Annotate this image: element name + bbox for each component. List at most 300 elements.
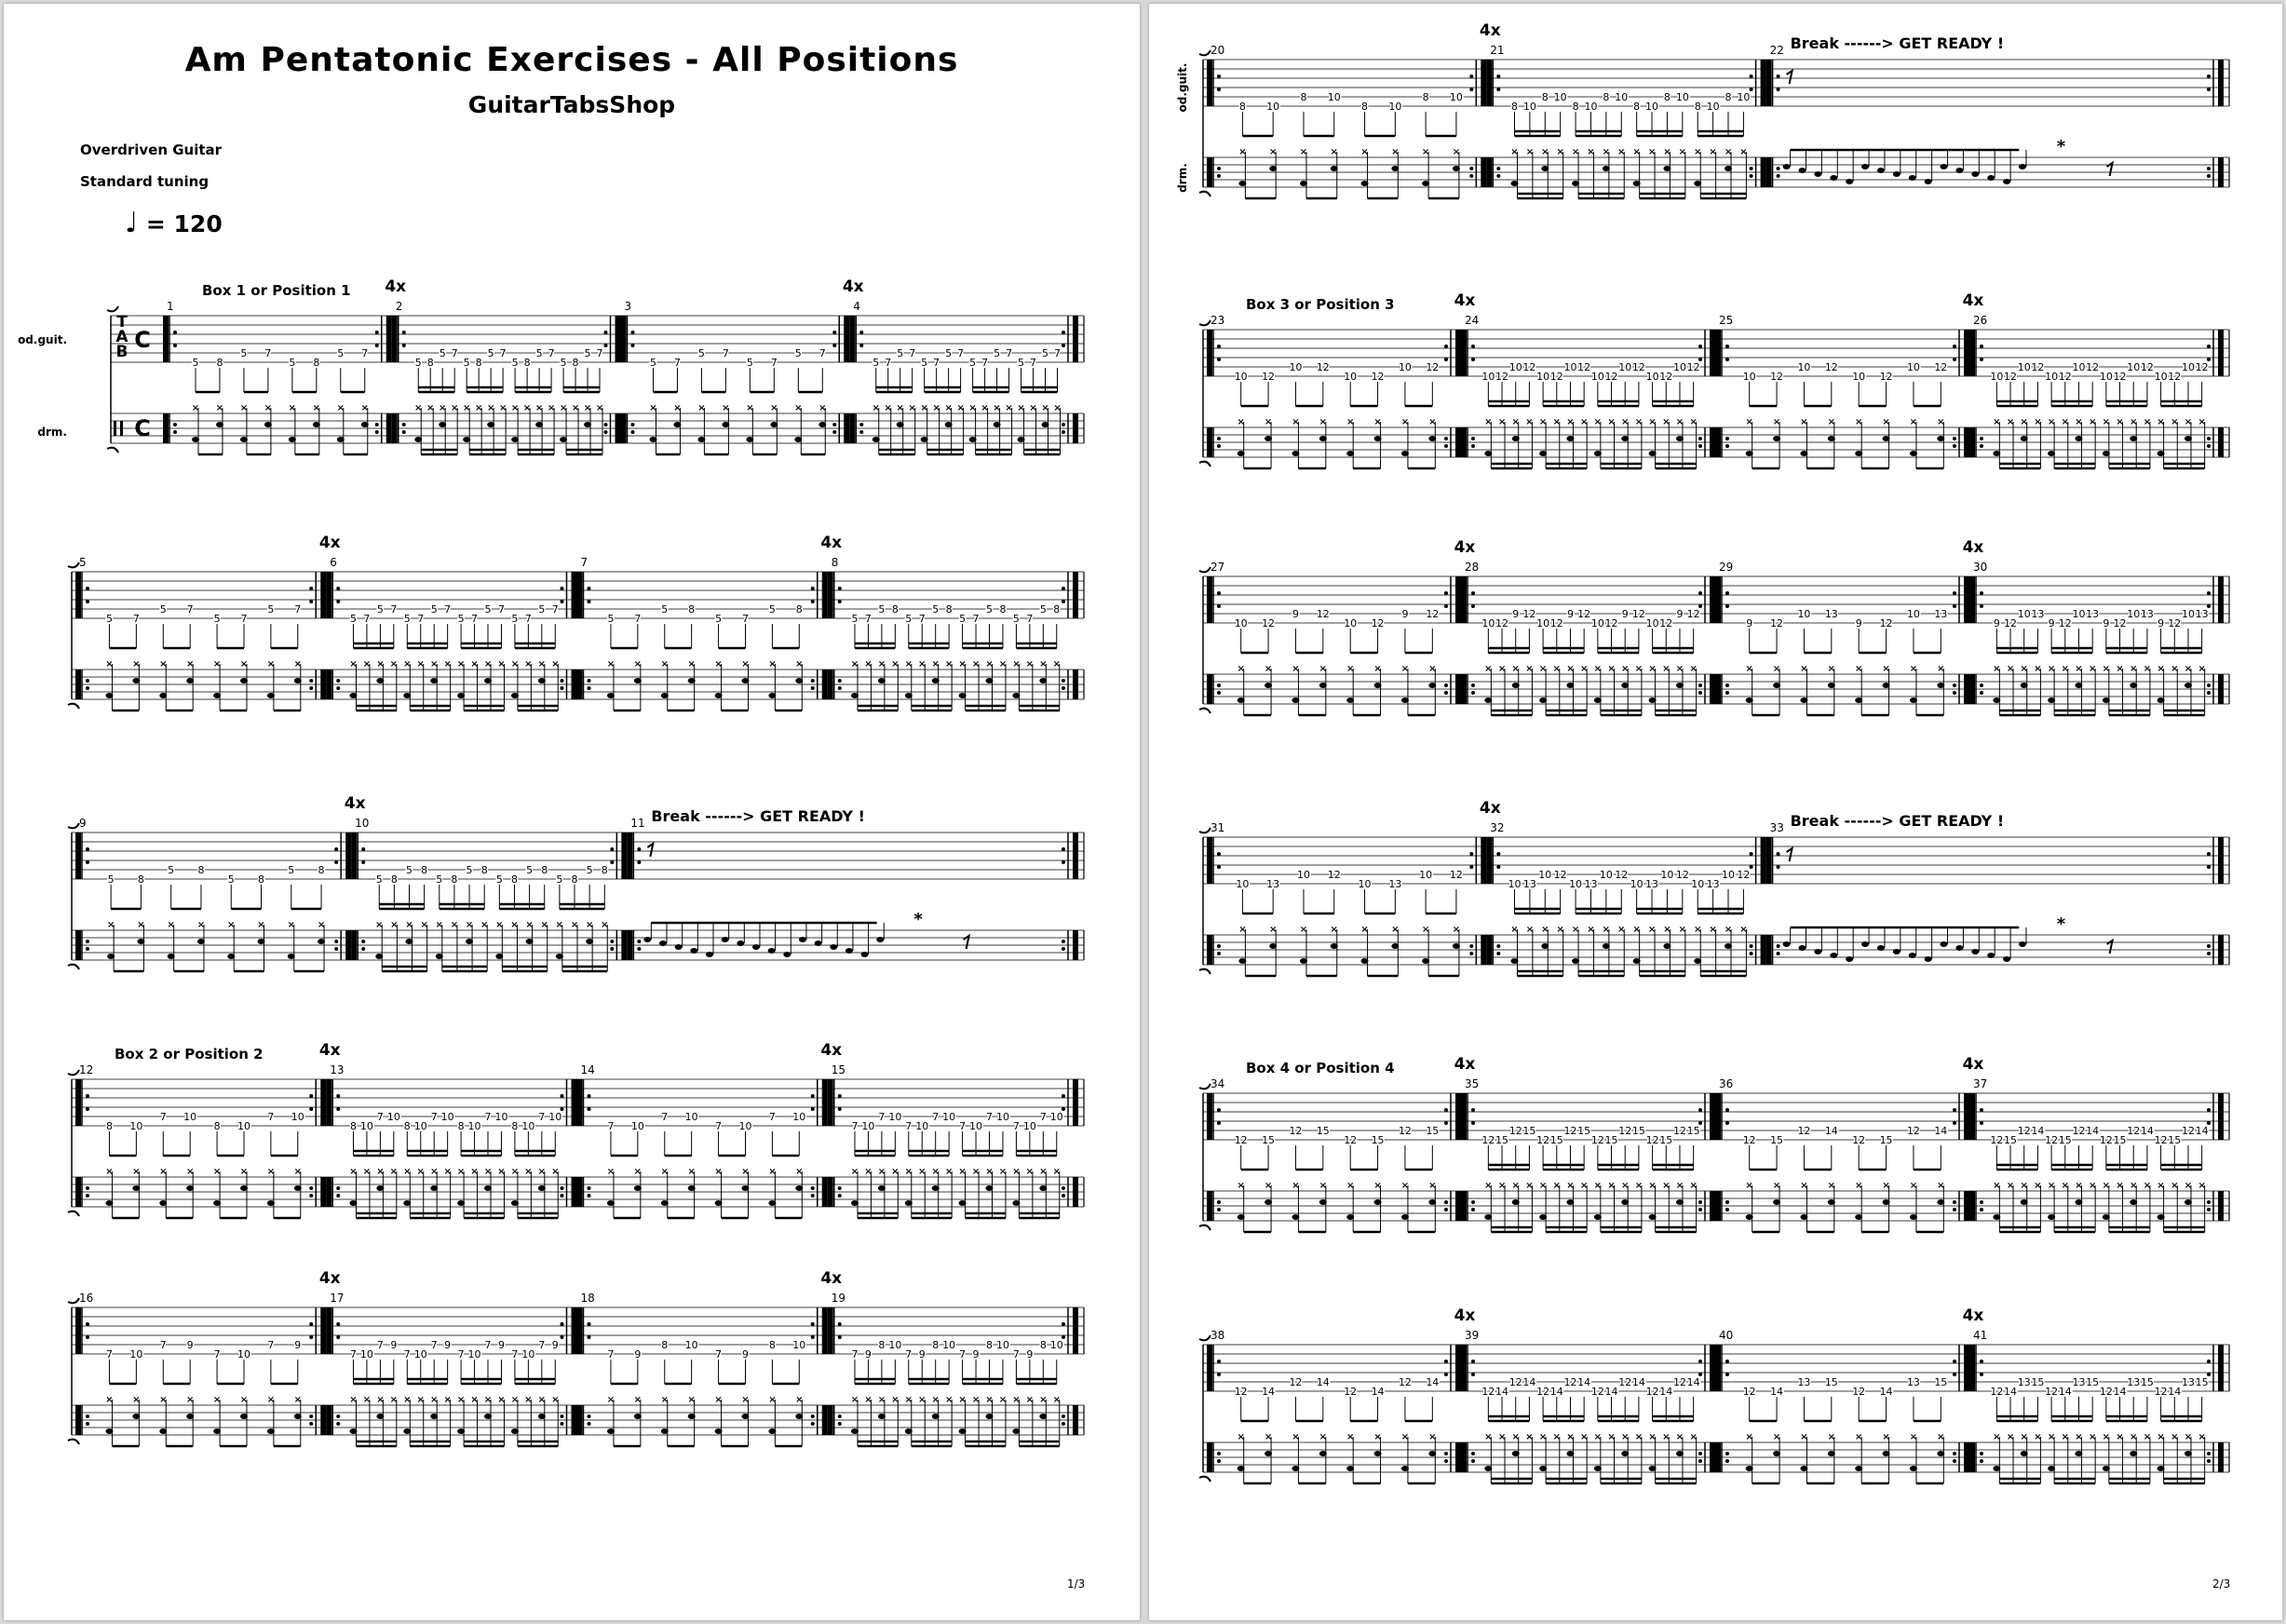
fret-number: 12	[1449, 869, 1463, 881]
repeat-dot	[336, 1194, 340, 1198]
repeat-dot	[1217, 444, 1221, 448]
hihat-note: ×	[375, 920, 384, 930]
repeat-thick-barline	[326, 670, 331, 699]
fret-number: 10	[1563, 361, 1577, 373]
hihat-note: ×	[1005, 403, 1013, 413]
repeat-dot	[832, 430, 836, 434]
repeat-dot	[361, 940, 365, 943]
hihat-note: ×	[1772, 1432, 1781, 1442]
hihat-note: ×	[196, 920, 206, 930]
fret-number: 8	[571, 873, 578, 886]
repeat-dot	[1980, 691, 1983, 695]
hihat-note: ×	[585, 920, 594, 930]
repeat-thick-barline	[1969, 1442, 1975, 1472]
hihat-note: ×	[1012, 659, 1021, 670]
fret-number: 9	[972, 1348, 980, 1360]
repeat-dot	[309, 679, 313, 683]
hihat-note: ×	[1602, 147, 1611, 157]
repeat-thick-barline	[1461, 1345, 1467, 1391]
repeat-dot	[561, 686, 564, 690]
hihat-note: ×	[768, 659, 777, 670]
repeat-dot	[334, 860, 338, 864]
repeat-thick-barline	[75, 1405, 81, 1435]
measure-number: 39	[1465, 1329, 1480, 1342]
fret-number: 15	[2195, 1376, 2209, 1388]
hihat-note: ×	[483, 1395, 493, 1405]
hihat-note: ×	[1360, 925, 1369, 935]
hihat-note: ×	[105, 659, 114, 670]
hihat-note: ×	[795, 1395, 804, 1405]
hihat-note: ×	[191, 403, 200, 413]
hihat-note: ×	[1662, 1181, 1671, 1191]
instrument-name: Overdriven Guitar	[80, 142, 223, 158]
repeat-thick-barline	[1461, 1191, 1467, 1221]
hihat-note: ×	[931, 659, 940, 670]
fret-number: 15	[2113, 1134, 2127, 1146]
hihat-note: ×	[1541, 925, 1549, 935]
hihat-note: ×	[2130, 1181, 2138, 1191]
fret-number: 14	[2031, 1125, 2045, 1137]
hihat-note: ×	[2143, 1181, 2152, 1191]
measure-18	[577, 1292, 828, 1446]
fret-number: 10	[467, 1348, 481, 1360]
hihat-note: ×	[132, 659, 141, 670]
repeat-thick-barline	[386, 413, 392, 443]
repeat-thick-barline	[822, 572, 828, 618]
fret-number: 10	[1344, 371, 1358, 383]
fret-number: 8	[1238, 101, 1246, 113]
repeat-thick-barline	[1969, 330, 1975, 376]
fret-number: 12	[1549, 371, 1563, 383]
tempo-marking	[125, 207, 223, 239]
repeat-dot	[1698, 358, 1702, 361]
repeat-dot	[2207, 865, 2211, 869]
hihat-note: ×	[1012, 1167, 1021, 1177]
fret-number: 12	[1672, 1376, 1686, 1388]
fret-number: 10	[183, 1111, 197, 1123]
measure-16	[75, 1292, 326, 1446]
repeat-dot	[1496, 852, 1500, 856]
repeat-dot	[1471, 1108, 1475, 1112]
fret-number: 5	[851, 613, 859, 625]
hihat-note: ×	[1634, 1181, 1643, 1191]
fret-number: 7	[551, 603, 559, 616]
fret-number: 10	[1049, 1111, 1063, 1123]
hihat-note: ×	[293, 1167, 302, 1177]
repeat-dot	[631, 331, 635, 334]
fret-number: 12	[1675, 869, 1689, 881]
repeat-thick-barline	[1461, 427, 1467, 457]
repeat-thick-barline	[2218, 157, 2224, 187]
hihat-note: ×	[510, 1167, 520, 1177]
repeat-dot	[1471, 1121, 1475, 1125]
repeat-dot	[1953, 1459, 1956, 1463]
repeat-dot	[336, 1335, 340, 1339]
hihat-note: ×	[522, 403, 532, 413]
hihat-note: ×	[872, 403, 880, 413]
repeat-thick-barline	[1455, 1191, 1461, 1221]
repeat-dot	[1980, 591, 1983, 595]
hihat-note: ×	[2184, 664, 2193, 674]
repeat-dot	[1469, 944, 1473, 948]
hihat-note: ×	[1400, 664, 1410, 674]
repeat-thick-barline	[1710, 1345, 1715, 1391]
drum-track-label: drm.	[37, 426, 67, 439]
hihat-note: ×	[1237, 1181, 1245, 1191]
hihat-note: ×	[1745, 417, 1753, 427]
hihat-note: ×	[877, 659, 886, 670]
fret-number: 12	[2031, 361, 2045, 373]
fret-number: 10	[630, 1120, 644, 1132]
hihat-note: ×	[1052, 1395, 1061, 1405]
hihat-note: ×	[1587, 925, 1595, 935]
hihat-note: ×	[1602, 925, 1611, 935]
repeat-count: 4x	[820, 534, 843, 552]
hihat-note: ×	[2075, 1432, 2083, 1442]
staff-system	[55, 791, 1102, 995]
hihat-note: ×	[1621, 1432, 1630, 1442]
fret-number: 14	[1262, 1386, 1276, 1398]
hihat-note: ×	[2088, 664, 2097, 674]
hihat-note: ×	[794, 403, 803, 413]
hihat-note: ×	[993, 403, 1001, 413]
fret-number: 10	[291, 1111, 304, 1123]
hihat-note: ×	[1662, 1432, 1671, 1442]
hihat-note: ×	[998, 1167, 1008, 1177]
repeat-dot	[1062, 331, 1065, 334]
hihat-note: ×	[2157, 417, 2165, 427]
fret-number: 8	[1053, 603, 1061, 616]
repeat-dot	[1698, 604, 1702, 608]
hihat-note: ×	[818, 403, 827, 413]
hihat-note: ×	[159, 1395, 168, 1405]
fret-number: 9	[497, 1339, 505, 1351]
hihat-note: ×	[2198, 1432, 2206, 1442]
repeat-dot	[1469, 167, 1473, 170]
repeat-thick-barline	[1207, 1442, 1212, 1472]
hihat-note: ×	[1041, 403, 1049, 413]
tuning-label: Standard tuning	[80, 173, 210, 190]
hihat-note: ×	[456, 1395, 466, 1405]
repeat-thick-barline	[326, 1307, 331, 1354]
fret-number: 5	[213, 613, 221, 625]
repeat-thick-barline	[1486, 157, 1492, 187]
fret-number: 14	[2086, 1125, 2100, 1137]
fret-number: 12	[1549, 617, 1563, 629]
fret-number: 10	[1022, 1120, 1036, 1132]
repeat-dot	[1469, 74, 1473, 78]
repeat-thick-barline	[1969, 1191, 1975, 1221]
drum-note	[1814, 949, 1821, 954]
drum-note	[876, 937, 884, 942]
hihat-note: ×	[510, 403, 520, 413]
repeat-thick-barline	[1207, 576, 1212, 623]
repeat-dot	[1698, 1200, 1702, 1204]
fret-number: 7	[715, 1120, 723, 1132]
hihat-note: ×	[1689, 1432, 1698, 1442]
repeat-dot	[1062, 1322, 1065, 1326]
hihat-note: ×	[1617, 925, 1626, 935]
repeat-dot	[1471, 691, 1475, 695]
measure-13	[319, 1041, 577, 1218]
repeat-dot	[86, 600, 89, 603]
hihat-note: ×	[416, 1167, 425, 1177]
fret-number: 5	[794, 347, 802, 359]
hihat-note: ×	[559, 403, 568, 413]
fret-number: 7	[267, 1339, 275, 1351]
repeat-thick-barline	[1715, 1345, 1721, 1391]
hihat-note: ×	[746, 403, 754, 413]
fret-number: 15	[1879, 1134, 1893, 1146]
repeat-dot	[1217, 74, 1221, 78]
staff-system	[1186, 1303, 2248, 1508]
measure-25	[1715, 314, 1969, 468]
staff-system	[1186, 288, 2248, 493]
repeat-thick-barline	[1766, 60, 1772, 106]
hihat-note: ×	[971, 659, 981, 670]
repeat-dot	[2207, 437, 2211, 440]
fret-number: 10	[359, 1348, 373, 1360]
fret-number: 8	[480, 864, 488, 876]
repeat-dot	[561, 1422, 564, 1426]
fret-number: 8	[318, 864, 325, 876]
fret-number: 9	[918, 1348, 926, 1360]
fret-number: 14	[2113, 1386, 2127, 1398]
fret-number: 8	[197, 864, 205, 876]
measure-11	[627, 807, 1078, 960]
hihat-note: ×	[1827, 417, 1836, 427]
fret-number: 10	[2181, 361, 2195, 373]
repeat-thick-barline	[828, 670, 833, 699]
hihat-note: ×	[1689, 664, 1698, 674]
hihat-note: ×	[2184, 1181, 2193, 1191]
drum-note	[2019, 164, 2026, 169]
fret-number: 8	[795, 603, 803, 616]
repeat-dot	[811, 587, 815, 590]
repeat-thick-barline	[163, 413, 169, 443]
hihat-note: ×	[1607, 1432, 1616, 1442]
hihat-note: ×	[551, 1167, 560, 1177]
hihat-note: ×	[1648, 417, 1657, 427]
repeat-thick-barline	[75, 1177, 81, 1207]
repeat-dot	[1953, 1208, 1956, 1211]
fret-number: 14	[1426, 1376, 1440, 1388]
fret-number: 10	[1289, 361, 1303, 373]
repeat-dot	[1698, 1121, 1702, 1125]
hihat-note: ×	[1238, 925, 1247, 935]
hihat-note: ×	[470, 1167, 479, 1177]
fret-number: 12	[1618, 1376, 1632, 1388]
hihat-note: ×	[1854, 1432, 1863, 1442]
repeat-dot	[86, 860, 89, 864]
repeat-dot	[1496, 174, 1500, 178]
fret-number: 7	[1026, 613, 1034, 625]
hihat-note: ×	[583, 403, 592, 413]
fret-number: 8	[457, 1120, 465, 1132]
repeat-thick-barline	[577, 670, 583, 699]
repeat-dot	[1980, 1452, 1983, 1455]
fret-number: 10	[2072, 608, 2086, 620]
hihat-note: ×	[2047, 417, 2056, 427]
fret-number: 10	[237, 1348, 250, 1360]
hihat-note: ×	[697, 403, 706, 413]
rest-icon	[1787, 848, 1792, 861]
fret-number: 12	[1990, 1134, 2004, 1146]
fret-number: 14	[1934, 1125, 1948, 1137]
hihat-note: ×	[714, 1167, 723, 1177]
hihat-note: ×	[1993, 1181, 2001, 1191]
fret-number: 7	[499, 347, 507, 359]
fret-number: 13	[2127, 1376, 2141, 1388]
hihat-note: ×	[958, 1167, 967, 1177]
hihat-note: ×	[551, 1395, 560, 1405]
drum-note	[1925, 956, 1932, 962]
repeat-thick-barline	[2218, 837, 2224, 884]
hihat-note: ×	[416, 659, 425, 670]
fret-number: 12	[1563, 1125, 1577, 1137]
repeat-dot	[1444, 345, 1448, 348]
hihat-note: ×	[864, 1167, 872, 1177]
repeat-thick-barline	[2218, 576, 2224, 623]
measure-40	[1715, 1329, 1969, 1483]
repeat-dot	[811, 1414, 815, 1418]
fret-number: 14	[2004, 1386, 2018, 1398]
fret-number: 12	[1742, 1386, 1756, 1398]
hihat-note: ×	[944, 403, 953, 413]
hihat-note: ×	[649, 403, 657, 413]
repeat-dot	[838, 1414, 842, 1418]
tempo-value: = 120	[145, 210, 223, 237]
measure-number: 16	[79, 1292, 94, 1305]
hihat-note: ×	[1400, 1181, 1410, 1191]
hihat-note: ×	[2047, 1432, 2056, 1442]
repeat-dot	[309, 1422, 313, 1426]
repeat-thick-barline	[822, 670, 828, 699]
repeat-dot	[1725, 1208, 1729, 1211]
fret-number: 12	[2140, 361, 2154, 373]
hihat-note: ×	[185, 659, 195, 670]
hihat-note: ×	[768, 1395, 777, 1405]
repeat-dot	[811, 1094, 815, 1098]
hihat-note: ×	[1800, 664, 1808, 674]
repeat-dot	[1471, 683, 1475, 687]
repeat-dot	[1444, 437, 1448, 440]
hihat-note: ×	[1854, 664, 1863, 674]
fret-number: 12	[1645, 1386, 1659, 1398]
fret-number: 12	[1426, 608, 1440, 620]
hihat-note: ×	[430, 1395, 439, 1405]
repeat-dot	[1980, 1208, 1983, 1211]
hihat-note: ×	[2006, 417, 2015, 427]
fret-number: 8	[1422, 91, 1429, 103]
hihat-note: ×	[2061, 1432, 2069, 1442]
song-artist: GuitarTabsShop	[467, 91, 676, 118]
drum-note	[1798, 168, 1806, 173]
repeat-dot	[832, 423, 836, 426]
repeat-dot	[2207, 1459, 2211, 1463]
hihat-note: ×	[795, 1167, 804, 1177]
staff-system	[1176, 18, 2248, 223]
repeat-thick-barline	[1207, 674, 1212, 704]
hihat-note: ×	[1800, 1432, 1808, 1442]
fret-number: 8	[986, 1339, 994, 1351]
hihat-note: ×	[606, 659, 615, 670]
hihat-note: ×	[2102, 417, 2111, 427]
hihat-note: ×	[293, 1395, 302, 1405]
drum-note	[1971, 949, 1979, 954]
fret-number: 13	[2072, 1376, 2086, 1388]
fret-number: 7	[909, 347, 916, 359]
tab-staff	[72, 832, 1084, 879]
repeat-dot	[1725, 437, 1729, 440]
fret-number: 8	[511, 1120, 519, 1132]
fret-number: 9	[1292, 608, 1299, 620]
fret-number: 10	[1569, 878, 1583, 890]
fret-number: 10	[386, 1111, 400, 1123]
fret-number: 8	[451, 873, 458, 886]
drum-note	[799, 937, 806, 942]
repeat-thick-barline	[844, 413, 849, 443]
repeat-thick-barline	[1710, 330, 1715, 376]
measure-number: 1	[167, 300, 174, 313]
hihat-note: ×	[2006, 1432, 2015, 1442]
fret-number: 12	[1289, 1125, 1303, 1137]
hihat-note: ×	[981, 403, 989, 413]
repeat-dot	[588, 600, 591, 603]
repeat-dot	[811, 1186, 815, 1190]
fret-number: 5	[107, 873, 115, 886]
repeat-dot	[309, 1335, 313, 1339]
repeat-dot	[86, 1107, 89, 1111]
hihat-note: ×	[159, 1167, 168, 1177]
fret-number: 12	[1590, 1386, 1604, 1398]
hihat-note: ×	[2034, 1432, 2042, 1442]
fret-number: 12	[1797, 1125, 1811, 1137]
hihat-note: ×	[2034, 417, 2042, 427]
break-annotation: Break ------> GET READY !	[1790, 34, 2005, 52]
hihat-note: ×	[1264, 664, 1273, 674]
fret-number: 10	[1522, 101, 1536, 113]
hihat-note: ×	[1993, 664, 2001, 674]
drum-note	[783, 952, 791, 957]
hihat-note: ×	[443, 659, 452, 670]
repeat-dot	[832, 344, 836, 347]
rest-icon	[1787, 71, 1792, 84]
fret-number: 10	[1266, 101, 1280, 113]
fret-number: 10	[1508, 878, 1522, 890]
fret-number: 12	[2086, 361, 2100, 373]
fret-number: 5	[986, 603, 994, 616]
repeat-dot	[1444, 1459, 1448, 1463]
fret-number: 5	[337, 347, 345, 359]
repeat-thick-barline	[822, 1307, 828, 1354]
fret-number: 12	[2072, 1125, 2086, 1137]
fret-number: 8	[945, 603, 953, 616]
hihat-note: ×	[896, 403, 904, 413]
repeat-dot	[309, 1186, 313, 1190]
fret-number: 10	[1630, 878, 1643, 890]
hihat-note: ×	[1662, 417, 1671, 427]
repeat-dot	[1953, 1360, 1956, 1363]
repeat-dot	[402, 344, 406, 347]
drum-note	[1783, 941, 1791, 947]
drum-note	[845, 948, 853, 954]
fret-number: 7	[959, 1120, 967, 1132]
drum-note	[1783, 164, 1791, 169]
fret-number: 7	[1012, 1120, 1020, 1132]
repeat-dot	[1217, 683, 1221, 687]
drum-note	[1987, 175, 1995, 181]
